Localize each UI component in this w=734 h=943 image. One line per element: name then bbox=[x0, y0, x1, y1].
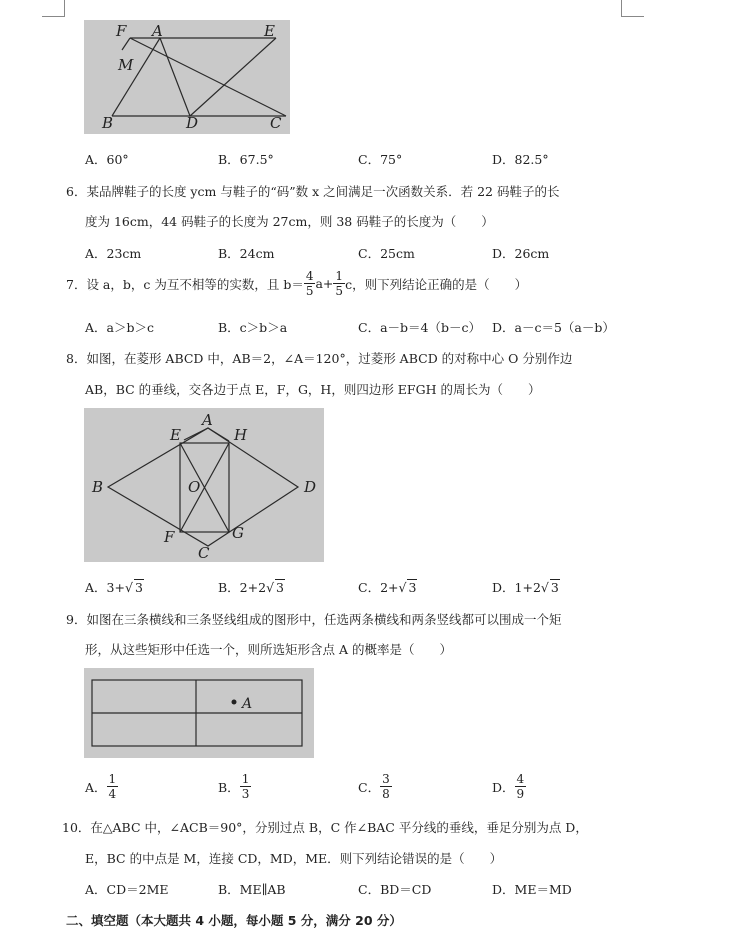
q9-label-A: A bbox=[242, 696, 253, 712]
q7-frac1-num: 4 bbox=[305, 269, 314, 283]
q7-option-b: B．c＞b＞a bbox=[218, 320, 288, 335]
q8-option-b-root: 3 bbox=[276, 580, 284, 595]
q8-label-A: A bbox=[202, 411, 213, 429]
q9-option-b-num: 1 bbox=[241, 772, 250, 786]
q8-label-D: D bbox=[304, 478, 317, 496]
q9-option-a bbox=[85, 773, 118, 800]
q9-option-b-fraction bbox=[240, 773, 252, 800]
q7-suffix: c，则下列结论正确的是（ ） bbox=[345, 276, 528, 292]
q8-label-C: C bbox=[198, 544, 210, 562]
q8-label-H: H bbox=[234, 426, 248, 444]
q7-frac2-den: 5 bbox=[335, 284, 344, 298]
q10-line2: E，BC 的中点是 M，连接 CD，MD，ME．则下列结论错误的是（ ） bbox=[85, 851, 503, 866]
q9-option-b bbox=[218, 773, 251, 800]
q7-mid: a+ bbox=[315, 276, 334, 291]
q8-option-b-prefix: B．2+2 bbox=[218, 580, 267, 595]
q7-fraction-1 bbox=[304, 270, 316, 297]
q5-label-M: M bbox=[118, 56, 134, 74]
q8-option-b: B．2+2√ 3 bbox=[218, 580, 284, 595]
q9-line1: 9．如图在三条横线和三条竖线组成的图形中，任选两条横线和两条竖线都可以围成一个矩 bbox=[66, 612, 562, 627]
q5-label-B: B bbox=[102, 114, 114, 132]
q8-option-a: A．3+√ 3 bbox=[85, 580, 143, 595]
q9-figure bbox=[84, 668, 314, 758]
q6-option-d: D．26cm bbox=[492, 246, 550, 261]
q8-line2: AB，BC 的垂线，交各边于点 E，F，G，H，则四边形 EFGH 的周长为（ ） bbox=[85, 382, 541, 397]
q10-line1: 10．在△ABC 中，∠ACB＝90°，分别过点 B，C 作∠BAC 平分线的垂线，垂足分别为点 D， bbox=[62, 820, 588, 835]
q8-label-O: O bbox=[188, 478, 201, 496]
q7-stem bbox=[66, 270, 527, 297]
q6-option-b: B．24cm bbox=[218, 246, 275, 261]
crop-mark-left bbox=[42, 0, 65, 17]
q9-option-a-num: 1 bbox=[108, 772, 117, 786]
q10-option-c: C．BD＝CD bbox=[358, 882, 432, 897]
q9-option-a-fraction bbox=[107, 773, 119, 800]
q7-frac1-den: 5 bbox=[305, 284, 314, 298]
q6-line1: 6．某品牌鞋子的长度 ycm 与鞋子的“码”数 x 之间满足一次函数关系．若 22 码鞋子的长 bbox=[66, 184, 560, 199]
q9-option-d-prefix: D． bbox=[492, 779, 515, 795]
q8-option-c: C．2+√ 3 bbox=[358, 580, 417, 595]
q8-option-c-prefix: C．2+ bbox=[358, 580, 399, 595]
q8-option-d-prefix: D．1+2 bbox=[492, 580, 541, 595]
q6-line2: 度为 16cm，44 码鞋子的长度为 27cm，则 38 码鞋子的长度为（ ） bbox=[85, 214, 494, 229]
q9-option-d-num: 4 bbox=[516, 772, 525, 786]
q9-line2: 形，从这些矩形中任选一个，则所选矩形含点 A 的概率是（ ） bbox=[85, 642, 452, 657]
q5-label-A: A bbox=[152, 22, 163, 40]
q5-label-F: F bbox=[116, 22, 127, 40]
q5-label-D: D bbox=[186, 114, 199, 132]
q9-option-d-fraction bbox=[515, 773, 527, 800]
q9-option-c-fraction bbox=[380, 773, 392, 800]
q9-option-c-num: 3 bbox=[382, 772, 390, 786]
q7-option-d: D．a－c＝5（a－b） bbox=[492, 320, 615, 335]
crop-mark-right bbox=[621, 0, 644, 17]
q9-option-d-den: 9 bbox=[516, 787, 525, 801]
q5-label-C: C bbox=[270, 114, 282, 132]
q10-option-a: A．CD＝2ME bbox=[85, 882, 169, 897]
q9-option-b-den: 3 bbox=[241, 787, 250, 801]
q7-frac2-num: 1 bbox=[335, 269, 344, 283]
q8-option-d: D．1+2√ 3 bbox=[492, 580, 559, 595]
q8-option-a-root: 3 bbox=[134, 580, 143, 595]
q9-option-c-prefix: C． bbox=[358, 779, 381, 795]
q5-option-b: B．67.5° bbox=[218, 152, 274, 167]
q5-option-d: D．82.5° bbox=[492, 152, 549, 167]
q8-option-a-prefix: A．3+ bbox=[85, 580, 125, 595]
q7-option-a: A．a＞b＞c bbox=[85, 320, 154, 335]
q5-figure bbox=[84, 20, 290, 134]
q9-option-a-den: 4 bbox=[108, 787, 117, 801]
q8-option-c-root: 3 bbox=[408, 580, 417, 595]
q5-label-E: E bbox=[264, 22, 275, 40]
q9-option-b-prefix: B． bbox=[218, 779, 240, 795]
q9-option-a-prefix: A． bbox=[85, 779, 107, 795]
q9-option-c-den: 8 bbox=[382, 787, 390, 801]
q7-fraction-2 bbox=[333, 270, 345, 297]
q10-option-d: D．ME＝MD bbox=[492, 882, 572, 897]
q8-label-F: F bbox=[164, 528, 175, 546]
q6-option-a: A．23cm bbox=[85, 246, 142, 261]
q9-option-d bbox=[492, 773, 526, 800]
q7-prefix: 7．设 a，b，c 为互不相等的实数，且 b＝ bbox=[66, 276, 304, 292]
q5-option-c: C．75° bbox=[358, 152, 403, 167]
section-2-heading: 二、填空题（本大题共 4 小题，每小题 5 分，满分 20 分） bbox=[66, 913, 402, 928]
q9-option-c bbox=[358, 773, 392, 800]
q8-option-d-root: 3 bbox=[550, 580, 559, 595]
q5-option-a: A．60° bbox=[85, 152, 129, 167]
q8-label-G: G bbox=[232, 524, 244, 542]
q7-option-c: C．a－b＝4（b－c） bbox=[358, 320, 481, 335]
q8-figure bbox=[84, 408, 324, 562]
q8-label-B: B bbox=[92, 478, 104, 496]
q6-option-c: C．25cm bbox=[358, 246, 415, 261]
q8-line1: 8．如图，在菱形 ABCD 中，AB＝2，∠A＝120°，过菱形 ABCD 的对称中心 O 分别作边 bbox=[66, 351, 573, 366]
q10-option-b: B．ME∥AB bbox=[218, 882, 286, 897]
q8-label-E: E bbox=[170, 426, 181, 444]
